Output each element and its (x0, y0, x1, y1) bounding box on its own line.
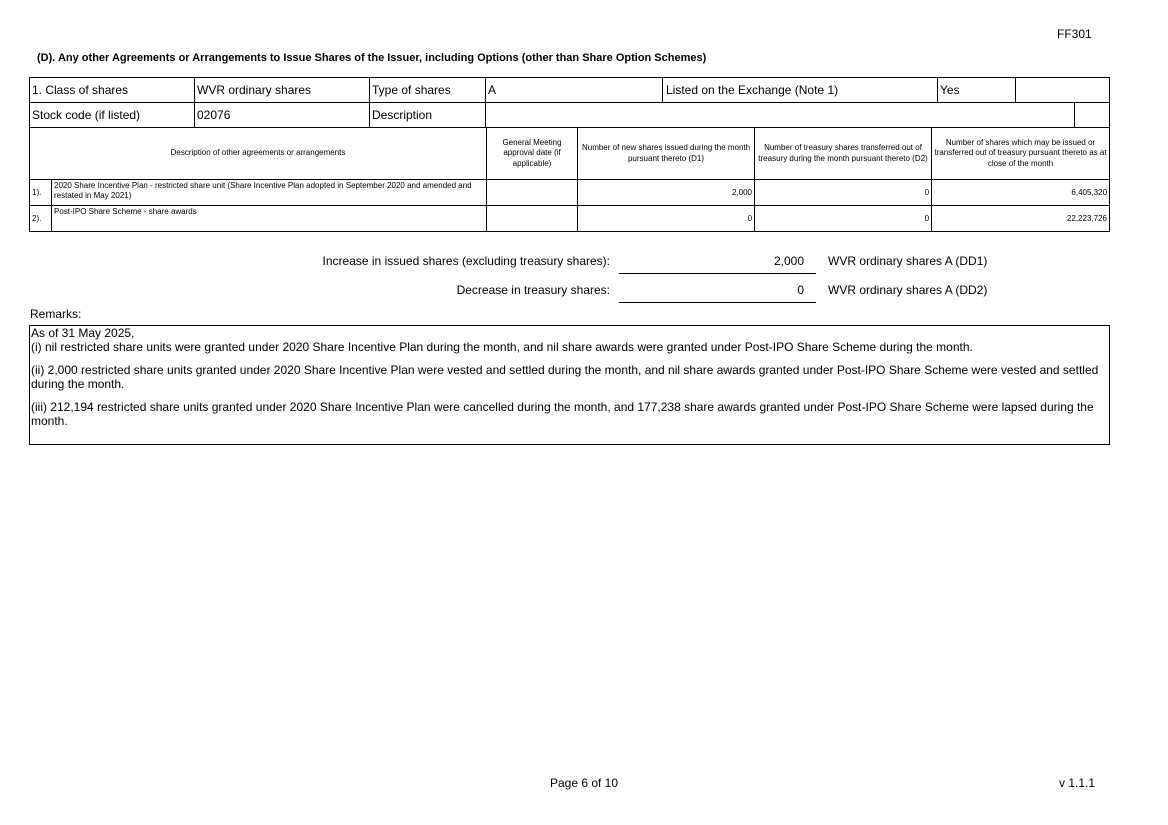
decrease-unit: WVR ordinary shares A (DD2) (828, 283, 988, 297)
remarks-item: (iii) 212,194 restricted share units granted under 2020 Share Incentive Plan were cancelled during the month, and 177,238 share awards granted under Post-IPO Share Scheme were lapsed during the month. (31, 399, 1094, 428)
movement-table (29, 127, 1110, 232)
description-value (486, 103, 1075, 128)
row-treasury-transferred: 0 (755, 180, 932, 206)
stock-code-value: 02076 (195, 103, 370, 128)
row-may-be-issued: 6,405,320 (932, 180, 1110, 206)
class-label: 1. Class of shares (30, 78, 195, 103)
header-new-shares: Number of new shares issued during the month pursuant thereto (D1) (578, 128, 755, 180)
row-approval-date (487, 180, 578, 206)
row-index: 1). (30, 180, 52, 206)
table-row (30, 206, 1110, 232)
row-index: 2). (30, 206, 52, 232)
version-label: v 1.1.1 (1059, 776, 1096, 790)
remarks-box (29, 325, 1110, 445)
decrease-label: Decrease in treasury shares: (456, 283, 610, 297)
header-treasury-transferred: Number of treasury shares transferred out of treasury during the month pursuant thereto (D2) (755, 128, 932, 180)
blank-cell (1075, 103, 1110, 128)
remarks-label: Remarks: (30, 307, 82, 321)
header-description: Description of other agreements or arrangements (30, 128, 487, 180)
form-code: FF301 (1057, 27, 1092, 41)
type-value: A (488, 83, 497, 97)
row-description: 2020 Share Incentive Plan - restricted share unit (Share Incentive Plan adopted in September 2020 and amended and restated in May 2021) (52, 180, 487, 206)
row-treasury-transferred: 0 (755, 206, 932, 232)
movement-header-row (30, 128, 1110, 180)
stock-code-label: Stock code (if listed) (30, 103, 195, 128)
row-description: Post-IPO Share Scheme - share awards (52, 206, 487, 232)
header-approval-date: General Meeting approval date (if applicable) (487, 128, 578, 180)
remarks-item: (i) nil restricted share units were granted under 2020 Share Incentive Plan during the month, and nil share awards were granted under Post-IPO Share Scheme during the month. (31, 340, 973, 355)
row-approval-date (487, 206, 578, 232)
type-cell (486, 78, 938, 103)
decrease-value: 0 (797, 283, 804, 297)
increase-value: 2,000 (773, 254, 804, 268)
increase-label: Increase in issued shares (excluding treasury shares): (322, 254, 610, 268)
section-title: (D). Any other Agreements or Arrangements to Issue Shares of the Issuer, including Options (other than Share Option Schemes) (37, 52, 707, 64)
page-number: Page 6 of 10 (549, 776, 619, 790)
row-new-shares: 0 (578, 206, 755, 232)
listed-value: Yes (938, 78, 1016, 103)
type-label: Type of shares (370, 78, 486, 103)
stock-code-row (30, 103, 1110, 128)
table-row (30, 180, 1110, 206)
header-may-be-issued: Number of shares which may be issued or transferred out of treasury pursuant thereto as at close of the month (932, 128, 1110, 180)
blank-cell (1016, 78, 1110, 103)
remarks-item: (ii) 2,000 restricted share units granted under 2020 Share Incentive Plan were vested and settled during the month, and nil share awards granted under Post-IPO Share Scheme were vested and settled during the month. (31, 362, 1099, 392)
remarks-date-line: As of 31 May 2025, (31, 326, 135, 340)
listed-label: Listed on the Exchange (Note 1) (662, 78, 838, 102)
class-row (30, 78, 1110, 103)
class-of-shares-table (29, 77, 1110, 128)
description-label: Description (370, 103, 486, 128)
increase-unit: WVR ordinary shares A (DD1) (828, 254, 988, 268)
class-value: WVR ordinary shares (195, 78, 370, 103)
row-new-shares: 2,000 (578, 180, 755, 206)
row-may-be-issued: 22,223,726 (932, 206, 1110, 232)
